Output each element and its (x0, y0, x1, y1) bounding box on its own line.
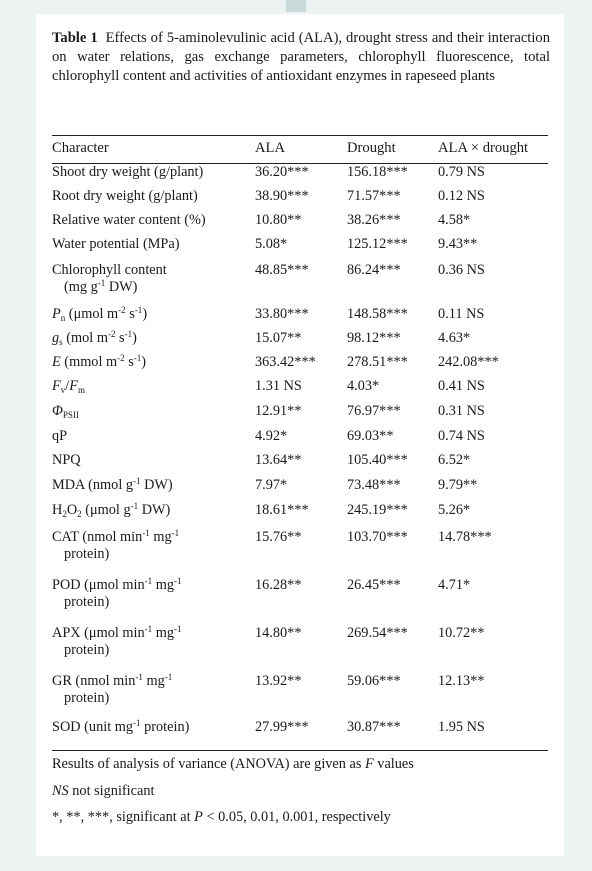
note-anova (52, 756, 414, 773)
row-interaction-value: 4.71* (438, 577, 471, 593)
row-drought-value: 71.57*** (347, 188, 401, 204)
row-character: Chlorophyll content (mg $g^{-1}$ DW) (52, 262, 167, 295)
column-header-drought: Drought (347, 140, 396, 156)
row-drought-value: 69.03** (347, 428, 394, 444)
table-bottom-rule (52, 750, 548, 751)
row-character: qP (52, 428, 68, 444)
row-drought-value: 30.87*** (347, 719, 401, 735)
row-character: CAT (nmol $\min^{-1} mg^{-1}$ protein) (52, 528, 180, 562)
row-interaction-value: 0.79 NS (438, 164, 485, 180)
row-interaction-value: 9.79** (438, 477, 478, 493)
row-ala-value: 16.28** (255, 577, 302, 593)
row-ala-value: 14.80** (255, 625, 302, 641)
row-ala-value: 13.92** (255, 673, 302, 689)
row-drought-value: 98.12*** (347, 330, 401, 346)
row-interaction-value: 4.63* (438, 330, 471, 346)
row-interaction-value: 0.11 NS (438, 306, 485, 322)
row-ala-value: 13.64** (255, 452, 302, 468)
row-drought-value: 26.45*** (347, 577, 401, 593)
row-drought-value: 4.03* (347, 378, 380, 394)
row-character: $\Phi_{PSII}$ (52, 403, 79, 420)
row-character: $F_v/F_m$ (52, 378, 85, 395)
row-drought-value: 73.48*** (347, 477, 401, 493)
row-interaction-value: 4.58* (438, 212, 471, 228)
row-character: APX (μmol $\min^{-1} mg^{-1}$ protein) (52, 624, 182, 658)
row-interaction-value: 6.52* (438, 452, 471, 468)
row-character: $P_n$ (μmol $m^{-2}$ $s^{-1}$) (52, 305, 148, 323)
table-label: Table 1 (52, 30, 98, 46)
row-drought-value: 278.51*** (347, 354, 408, 370)
row-interaction-value: 0.31 NS (438, 403, 485, 419)
row-interaction-value: 5.26* (438, 502, 471, 518)
row-character: $g_s$ (mol $m^{-2}$ $s^{-1}$) (52, 329, 137, 347)
row-ala-value: 48.85*** (255, 262, 309, 278)
note-significance-text: *, **, ***, significant at P < 0.05, 0.01, 0.001, respectively (52, 809, 391, 825)
table-caption (52, 29, 550, 86)
row-character: Water potential (MPa) (52, 236, 180, 252)
table-sheet (36, 14, 564, 856)
row-ala-value: 1.31 NS (255, 378, 302, 394)
note-ns-text: not significant (72, 783, 155, 799)
row-interaction-value: 242.08*** (438, 354, 499, 370)
row-drought-value: 245.19*** (347, 502, 408, 518)
note-significance (52, 809, 391, 826)
row-ala-value: 10.80** (255, 212, 302, 228)
top-tab-marker (286, 0, 306, 12)
row-ala-value: 12.91** (255, 403, 302, 419)
header-top-rule (52, 135, 548, 136)
row-drought-value: 269.54*** (347, 625, 408, 641)
row-ala-value: 4.92* (255, 428, 288, 444)
row-interaction-value: 14.78*** (438, 529, 492, 545)
row-ala-value: 15.76** (255, 529, 302, 545)
row-drought-value: 38.26*** (347, 212, 401, 228)
row-character: Shoot dry weight (g/plant) (52, 164, 204, 180)
row-interaction-value: 0.36 NS (438, 262, 485, 278)
row-interaction-value: 0.41 NS (438, 378, 485, 394)
row-interaction-value: 0.12 NS (438, 188, 485, 204)
row-interaction-value: 1.95 NS (438, 719, 485, 735)
row-drought-value: 125.12*** (347, 236, 408, 252)
row-drought-value: 148.58*** (347, 306, 408, 322)
row-drought-value: 59.06*** (347, 673, 401, 689)
row-interaction-value: 10.72** (438, 625, 485, 641)
row-ala-value: 7.97* (255, 477, 288, 493)
row-ala-value: 38.90*** (255, 188, 309, 204)
row-drought-value: 76.97*** (347, 403, 401, 419)
column-header-interaction: ALA × drought (438, 140, 529, 156)
row-character: Root dry weight (g/plant) (52, 188, 198, 204)
note-ns-abbr: NS (52, 783, 69, 799)
row-ala-value: 5.08* (255, 236, 288, 252)
row-interaction-value: 0.74 NS (438, 428, 485, 444)
row-ala-value: 18.61*** (255, 502, 309, 518)
note-ns (52, 783, 154, 800)
note-anova-text: Results of analysis of variance (ANOVA) are given as F values (52, 756, 414, 772)
row-ala-value: 33.80*** (255, 306, 309, 322)
row-ala-value: 27.99*** (255, 719, 309, 735)
row-interaction-value: 12.13** (438, 673, 485, 689)
row-character: GR (nmol $\min^{-1} mg^{-1}$ protein) (52, 672, 173, 706)
row-character: Relative water content (%) (52, 212, 206, 228)
row-ala-value: 363.42*** (255, 354, 316, 370)
column-header-character: Character (52, 140, 109, 156)
row-drought-value: 86.24*** (347, 262, 401, 278)
row-character: SOD (unit $mg^{-1}$ protein) (52, 718, 190, 735)
row-character: MDA (nmol $g^{-1}$ DW) (52, 476, 173, 493)
table-caption-text: Effects of 5-aminolevulinic acid (ALA), drought stress and their interaction on water relations, gas exchange parameters, chlorophyll fluorescence, total chlorophyll content and activities of antioxidant enzymes in rapeseed plants (52, 30, 550, 84)
row-drought-value: 105.40*** (347, 452, 408, 468)
row-drought-value: 103.70*** (347, 529, 408, 545)
row-ala-value: 36.20*** (255, 164, 309, 180)
row-ala-value: 15.07** (255, 330, 302, 346)
row-interaction-value: 9.43** (438, 236, 478, 252)
row-character: $H_2O_2$ (μmol $g^{-1}$ DW) (52, 501, 171, 519)
column-header-ala: ALA (255, 140, 285, 156)
row-drought-value: 156.18*** (347, 164, 408, 180)
row-character: E (mmol $m^{-2}$ $s^{-1}$) (52, 353, 147, 370)
row-character: POD (μmol $\min^{-1} mg^{-1}$ protein) (52, 576, 182, 610)
row-character: NPQ (52, 452, 81, 468)
